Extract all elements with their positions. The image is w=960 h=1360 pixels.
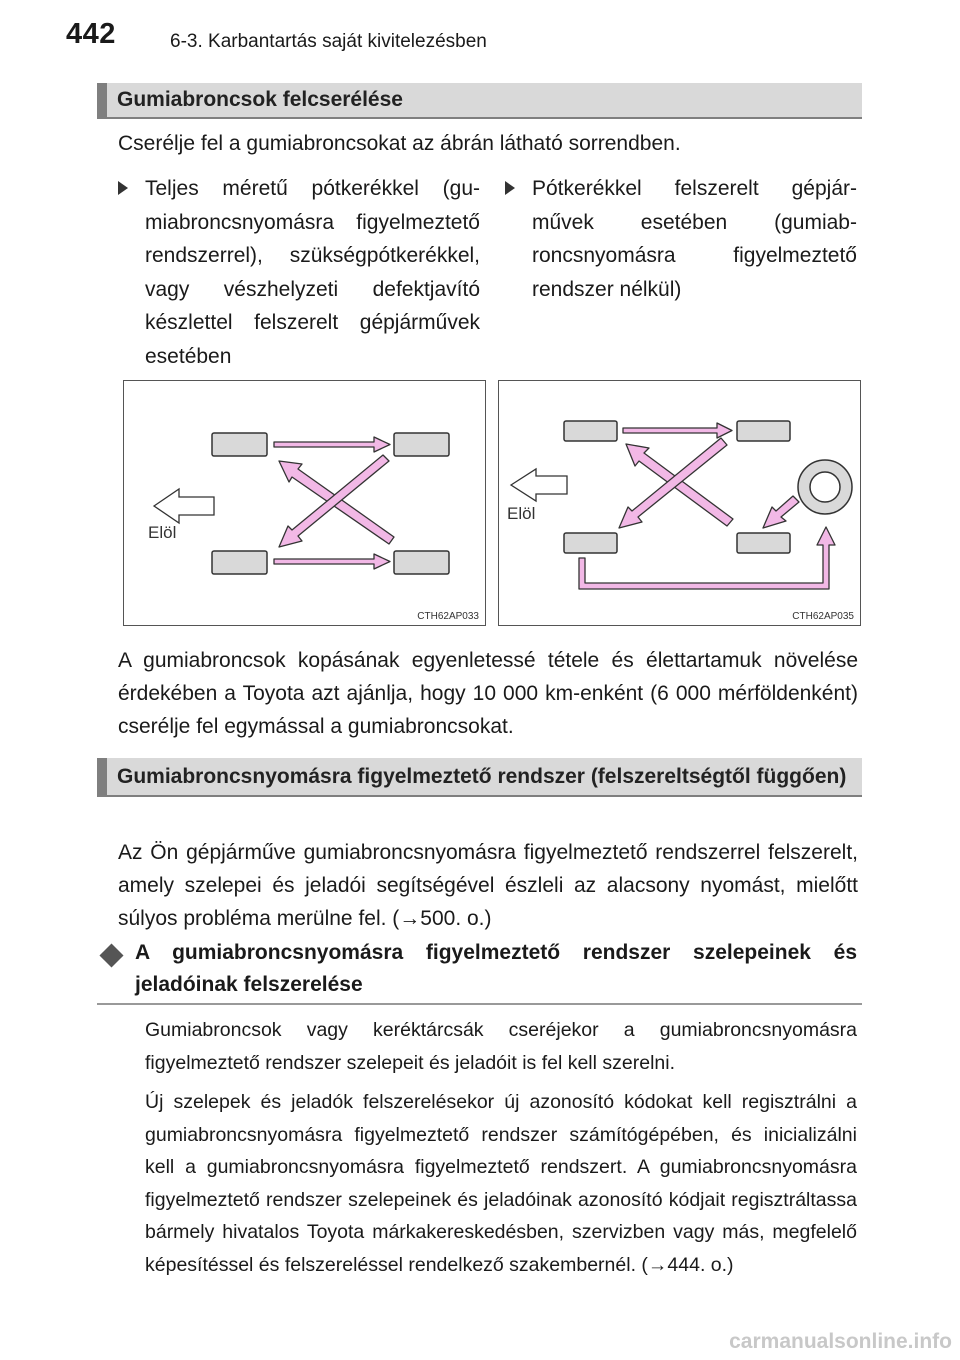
tire-front-left: [564, 421, 617, 441]
bullet-right-text: Pótkerékkel felszerelt gépjárművek esetében (gumiabroncsnyomásra figyelmeztető rendszer nélkül): [532, 177, 857, 301]
bullet-triangle-icon: [505, 181, 515, 195]
tire-rear-right: [394, 551, 449, 574]
arrow-top: [274, 437, 390, 452]
subheading-divider: [97, 1003, 862, 1005]
bullet-left: [118, 172, 480, 373]
rotation-diagram-left: [124, 381, 485, 625]
tpms-subheading: A gumiabroncsnyomásra figyelmeztető rendszer szelepeinek és jeladóinak felszerelése: [135, 941, 857, 996]
intro-text: Cserélje fel a gumiabroncsokat az ábrán látható sorrendben.: [118, 132, 681, 155]
tire-rear-left: [564, 533, 617, 553]
tire-front-right: [737, 421, 790, 441]
bullet-right: [505, 172, 857, 306]
front-label: Elöl: [507, 504, 536, 523]
arrow-top: [623, 423, 732, 438]
diamond-bullet-icon: [99, 943, 123, 967]
arrow-bottom: [274, 554, 390, 569]
section-heading-tpms: Gumiabroncsnyomásra figyelmeztető rendszer (felszereltségtől függően): [97, 758, 862, 797]
section-heading-tire-rotation: Gumiabroncsok felcserélése: [97, 83, 862, 119]
watermark: carmanualsonline.info: [729, 1330, 952, 1353]
tire-front-left: [212, 433, 267, 456]
rotation-figure-left: [123, 380, 486, 626]
rotation-paragraph: A gumiabroncsok kopásának egyenletessé tétele és élettartamuk növelése érdekében a Toyota azt ajánlja, hogy 10 000 km-enként (6 000 mérföldenként) cserélje fel egymással a gumiabroncsokat.: [118, 649, 858, 738]
tpms-sub-paragraph-2: Új szelepek és jeladók felszerelésekor új azonosító kódokat kell regisztrálni a gumiabroncsnyomásra figyelmeztető rendszer számítógépében, és inicializálni kell a gumiabroncsnyomásra figyelmeztető rendszert. A gumiabroncsnyomásra figyelmeztető rendszer szelepeinek és jeladóinak azonosító kódjait regisztráltassa bármely hivatalos Toyota márkakereskedésben, szervizben vagy más, megfelelő képesítéssel és felszereléssel rendelkező szakembernél. (→444. o.): [145, 1091, 857, 1276]
figure-code: CTH62AP033: [417, 611, 479, 622]
front-arrow-icon: [511, 469, 567, 501]
tpms-paragraph: Az Ön gépjárműve gumiabroncsnyomásra figyelmeztető rendszerrel felszerelt, amely szelepei és jeladói segítségével észleli az alacsony nyomást, mielőtt súlyos probléma merülne fel. (→500. o.): [118, 841, 858, 930]
tire-rear-left: [212, 551, 267, 574]
rotation-figure-right: [498, 380, 861, 626]
rotation-diagram-right: [499, 381, 860, 625]
tire-rear-right: [737, 533, 790, 553]
bullet-triangle-icon: [118, 181, 128, 195]
arrow-spare-to-front: [763, 496, 799, 528]
tire-front-right: [394, 433, 449, 456]
spare-tire-icon: [798, 460, 852, 514]
front-label: Elöl: [148, 523, 177, 542]
tpms-sub-paragraph-1: Gumiabroncsok vagy keréktárcsák cseréjekor a gumiabroncsnyomásra figyelmeztető rendszer szelepeit és jeladóit is fel kell szerelni.: [145, 1019, 857, 1074]
chapter-title: 6-3. Karbantartás saját kivitelezésben: [170, 31, 487, 52]
figure-code: CTH62AP035: [792, 611, 854, 622]
front-arrow-icon: [154, 489, 214, 523]
page-number: 442: [66, 18, 116, 50]
bullet-left-text: Teljes méretű pótkerékkel (gumiabroncsnyomásra figyelmeztető rendszerrel), szükségpótkerékkel, vagy vészhelyzeti defektjavító készlettel felszerelt gépjárművek esetében: [145, 177, 480, 368]
